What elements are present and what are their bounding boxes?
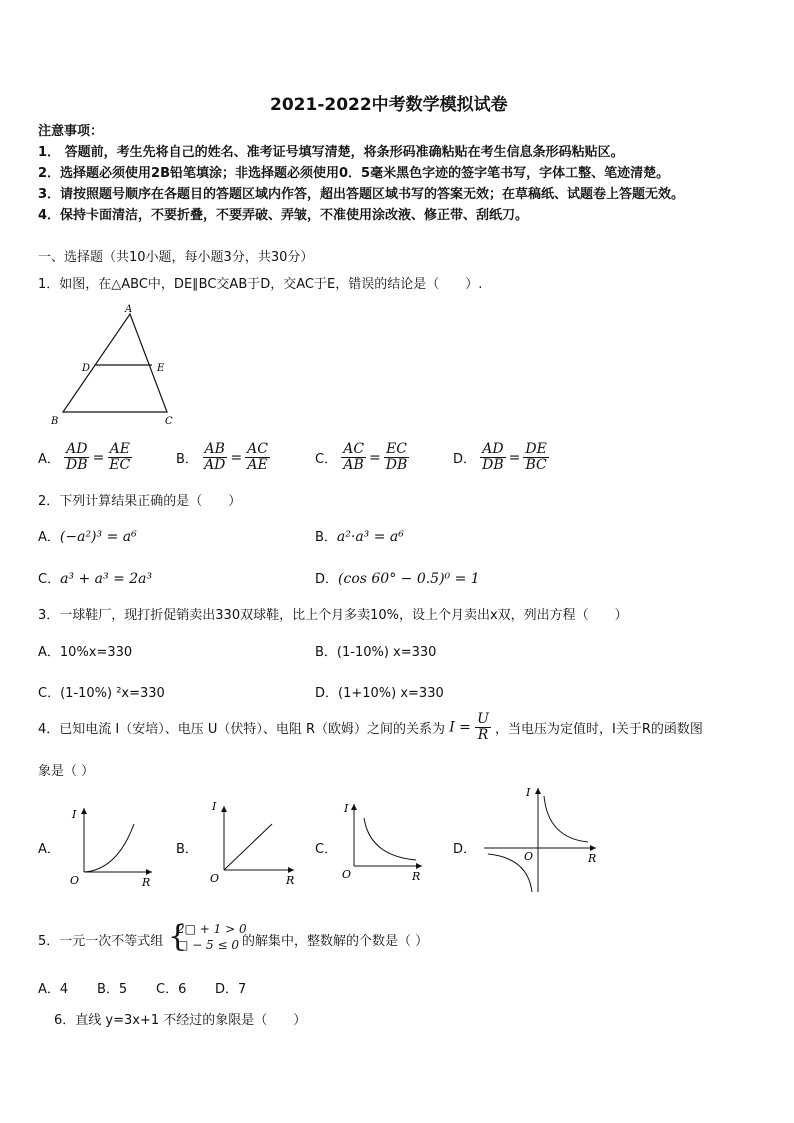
notice-item: 3．请按照题号顺序在各题目的答题区域内作答，超出答题区域书写的答案无效；在草稿纸、试题卷上答题无效。 xyxy=(38,187,685,202)
q4-option-a-label[interactable]: A． xyxy=(38,842,60,857)
q5-option-a[interactable]: A．4 xyxy=(38,982,69,997)
axis-label-r: R xyxy=(142,876,151,889)
question-5-stem-after: 的解集中，整数解的个数是（ ） xyxy=(242,934,429,949)
q4-option-d-label[interactable]: D． xyxy=(453,842,477,857)
q5-option-d[interactable]: D．7 xyxy=(215,982,247,997)
page-title: 2021-2022中考数学模拟试卷 xyxy=(270,95,508,115)
question-4-stem: 4．已知电流 I（安培）、电压 U（伏特）、电阻 R（欧姆）之间的关系为 I = $\frac{U}{R}$ ，当电压为定值时，I关于R的函数图 xyxy=(38,711,703,743)
axis-label-r: R xyxy=(588,852,597,865)
origin-label: O xyxy=(210,872,220,885)
axis-label-i: I xyxy=(344,802,349,815)
q2-option-c[interactable]: C．a³ + a³ = 2a³ xyxy=(38,571,153,587)
question-2-stem: 2．下列计算结果正确的是（ ） xyxy=(38,494,242,509)
question-4-stem-line2: 象是（ ） xyxy=(38,764,95,779)
graph-a-quadratic xyxy=(62,800,162,890)
graph-b-linear xyxy=(200,796,300,890)
axis-label-r: R xyxy=(412,870,421,883)
q3-option-d[interactable]: D．(1+10%) x=330 xyxy=(315,686,444,701)
vertex-label-e: E xyxy=(157,363,165,374)
vertex-label-d: D xyxy=(82,363,91,374)
graph-d-hyperbola-both xyxy=(480,782,600,897)
q5-option-c[interactable]: C．6 xyxy=(156,982,187,997)
q3-option-b[interactable]: B．(1-10%) x=330 xyxy=(315,645,437,660)
brace-icon: { xyxy=(168,919,188,954)
q5-option-b[interactable]: B．5 xyxy=(97,982,128,997)
q3-option-a[interactable]: A．10%x=330 xyxy=(38,645,133,660)
q3-option-c[interactable]: C．(1-10%) ²x=330 xyxy=(38,686,165,701)
question-5-stem-before: 5．一元一次不等式组 xyxy=(38,934,164,949)
vertex-label-a: A xyxy=(125,304,133,315)
q1-option-c[interactable]: C． $\frac{AC}{AB}$ = $\frac{EC}{DB}$ xyxy=(315,441,408,473)
triangle-figure xyxy=(45,300,195,430)
question-3-stem: 3．一球鞋厂，现打折促销卖出330双球鞋，比上个月多卖10%，设上个月卖出x双，列出方程（ ） xyxy=(38,608,628,623)
inequality-system xyxy=(168,921,247,953)
axis-label-r: R xyxy=(286,874,295,887)
q2-option-d[interactable]: D．(cos 60° − 0.5)⁰ = 1 xyxy=(315,571,480,587)
notice-item: 1． 答题前，考生先将自己的姓名、准考证号填写清楚，将条形码准确粘贴在考生信息条形码粘贴区。 xyxy=(38,145,624,160)
vertex-label-c: C xyxy=(165,416,173,427)
notice-heading: 注意事项： xyxy=(38,124,104,139)
question-6-stem: 6．直线 y=3x+1 不经过的象限是（ ） xyxy=(54,1013,307,1028)
q1-option-a[interactable]: A． $\frac{AD}{DB}$ = $\frac{AE}{EC}$ xyxy=(38,441,131,473)
inequality-2: □ − 5 ≤ 0 xyxy=(177,938,239,952)
notice-item: 4．保持卡面清洁，不要折叠，不要弄破、弄皱，不准使用涂改液、修正带、刮纸刀。 xyxy=(38,208,529,223)
origin-label: O xyxy=(524,850,534,863)
axis-label-i: I xyxy=(526,786,531,799)
q4-option-b-label[interactable]: B． xyxy=(176,842,198,857)
notice-item: 2．选择题必须使用2B铅笔填涂；非选择题必须使用0．5毫米黑色字迹的签字笔书写，字体工整、笔迹清楚。 xyxy=(38,166,670,181)
graph-c-hyperbola-branch xyxy=(336,798,436,888)
q2-option-b[interactable]: B．a²·a³ = a⁶ xyxy=(315,529,404,545)
vertex-label-b: B xyxy=(51,416,59,427)
inequality-1: 2□ + 1 > 0 xyxy=(177,922,247,936)
q1-option-d[interactable]: D． $\frac{AD}{DB}$ = $\frac{DE}{BC}$ xyxy=(453,441,547,473)
q1-option-b[interactable]: B． $\frac{AB}{AD}$ = $\frac{AC}{AE}$ xyxy=(176,441,268,473)
question-1-stem: 1．如图，在△ABC中，DE∥BC交AB于D，交AC于E，错误的结论是（ ）. xyxy=(38,277,483,292)
section-heading: 一、选择题（共10小题，每小题3分，共30分） xyxy=(38,250,314,265)
origin-label: O xyxy=(70,874,80,887)
q2-option-a[interactable]: A．(−a²)³ = a⁶ xyxy=(38,529,137,545)
axis-label-i: I xyxy=(212,800,217,813)
q4-option-c-label[interactable]: C． xyxy=(315,842,338,857)
axis-label-i: I xyxy=(72,808,77,821)
origin-label: O xyxy=(342,868,352,881)
